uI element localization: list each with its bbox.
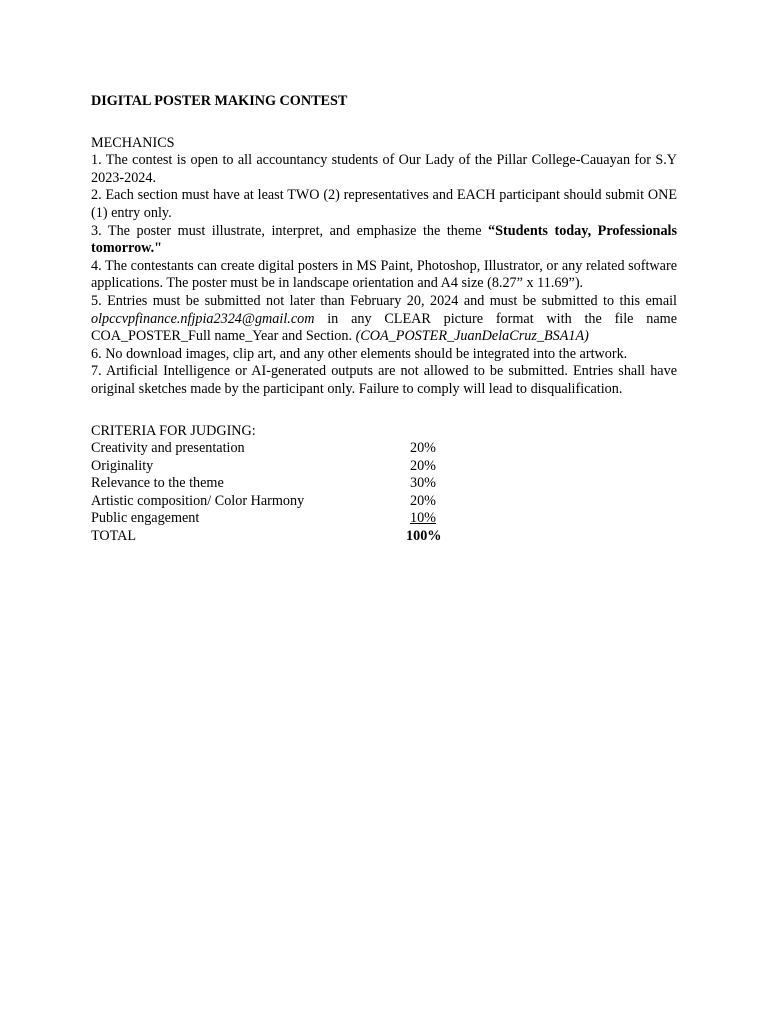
criteria-percent: 20% — [409, 440, 436, 457]
theme-text: “Students today, Professionals tomorrow." — [91, 222, 677, 257]
criteria-percent: 20% — [409, 457, 436, 474]
criteria-percent: 10% — [409, 510, 436, 527]
criteria-name: Creativity and presentation — [91, 440, 245, 457]
total-label: TOTAL — [91, 528, 137, 545]
criteria-percent: 30% — [409, 475, 436, 492]
mechanics-item-3 — [91, 223, 677, 258]
mechanics-item-3-text: 3. The poster must illustrate, interpret, and emphasize the theme — [91, 222, 489, 239]
mechanics-item-6: 6. No download images, clip art, and any other elements should be integrated into the artwork. — [91, 345, 628, 362]
mechanics-item-2: 2. Each section must have at least TWO (2) representatives and EACH participant should submit ONE (1) entry only. — [91, 187, 677, 221]
mechanics-item-5-format: in any CLEAR picture format with the file name COA_POSTER_Full name_Year and Section. — [91, 310, 677, 345]
criteria-name: Originality — [91, 457, 154, 474]
criteria-total-row — [91, 528, 677, 546]
criteria-row — [91, 493, 677, 511]
criteria-row — [91, 510, 677, 528]
criteria-row — [91, 458, 677, 476]
criteria-heading: CRITERIA FOR JUDGING: — [91, 422, 256, 439]
submission-email: olpccvpfinance.nfjpia2324@gmail.com — [91, 310, 315, 327]
mechanics-heading: MECHANICS — [91, 134, 175, 151]
criteria-row — [91, 475, 677, 493]
mechanics-item-5 — [91, 293, 677, 346]
criteria-row — [91, 440, 677, 458]
section-spacer — [91, 399, 677, 423]
mechanics-item-7: 7. Artificial Intelligence or AI-generated outputs are not allowed to be submitted. Entries shall have original sketches made by the participant only. Failure to comply will lead to disqualification. — [91, 363, 677, 397]
mechanics-item-1: 1. The contest is open to all accountancy students of Our Lady of the Pillar College-Cauayan for S.Y 2023-2024. — [91, 152, 677, 186]
criteria-name: Relevance to the theme — [91, 475, 224, 492]
criteria-name: Public engagement — [91, 510, 200, 527]
criteria-name: Artistic composition/ Color Harmony — [91, 492, 305, 509]
total-percent: 100% — [406, 528, 442, 545]
criteria-percent: 20% — [409, 492, 436, 509]
mechanics-item-5-text: 5. Entries must be submitted not later than February 20, 2024 and must be submitted to this email — [91, 292, 677, 309]
document-body — [91, 93, 677, 546]
mechanics-item-4: 4. The contestants can create digital posters in MS Paint, Photoshop, Illustrator, or any related software applications. The poster must be in landscape orientation and A4 size (8.27” x 11.69”). — [91, 257, 677, 292]
document-title: DIGITAL POSTER MAKING CONTEST — [91, 93, 348, 109]
filename-example: (COA_POSTER_JuanDelaCruz_BSA1A) — [355, 328, 589, 345]
